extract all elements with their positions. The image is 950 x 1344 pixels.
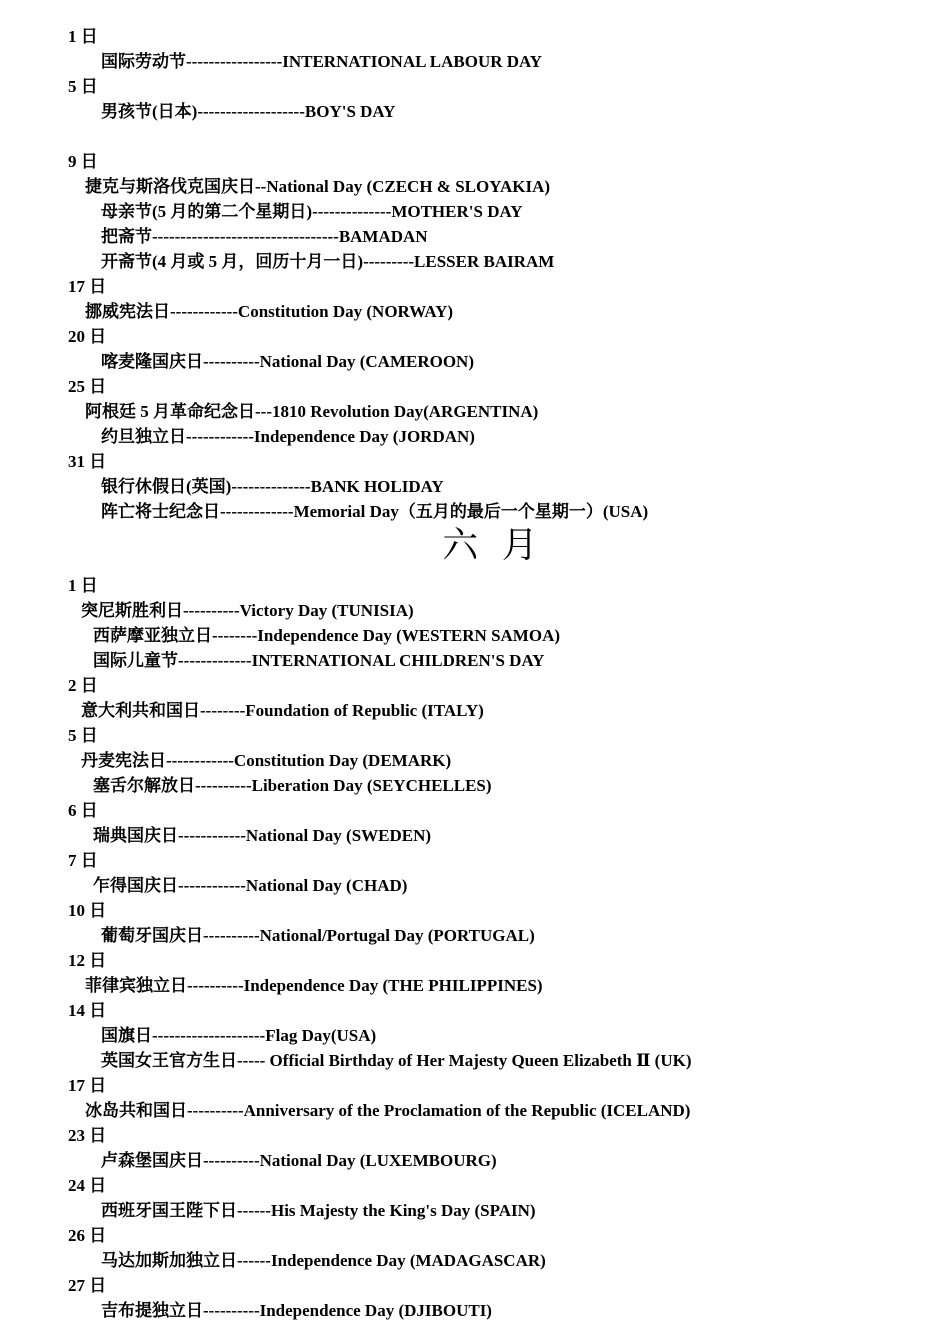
day-label: 1 日: [68, 27, 98, 46]
holiday-entry: 冰岛共和国日----------Anniversary of the Proclamation of the Republic (ICELAND): [85, 1101, 691, 1120]
day-label: 12 日: [68, 951, 107, 970]
holiday-entry: 捷克与斯洛伐克国庆日--National Day (CZECH & SLOYAKIA): [85, 177, 551, 196]
holiday-entry: 母亲节(5 月的第二个星期日)--------------MOTHER'S DAY: [101, 202, 523, 221]
holiday-entry: 国际劳动节-----------------INTERNATIONAL LABOUR DAY: [101, 52, 543, 71]
day-label: 10 日: [68, 901, 107, 920]
holiday-entry: 挪威宪法日------------Constitution Day (NORWAY): [85, 302, 454, 321]
day-label: 2 日: [68, 676, 98, 695]
holiday-entry: 约旦独立日------------Independence Day (JORDAN): [101, 427, 475, 446]
holiday-entry: 英国女王官方生日----- Official Birthday of Her Majesty Queen Elizabeth Ⅱ (UK): [101, 1051, 692, 1070]
day-label: 26 日: [68, 1226, 107, 1245]
holiday-entry: 开斋节(4 月或 5 月，回历十月一日)---------LESSER BAIRAM: [101, 252, 555, 271]
holiday-entry: 丹麦宪法日------------Constitution Day (DEMARK): [81, 751, 452, 770]
day-label: 27 日: [68, 1276, 107, 1295]
holiday-entry: 阵亡将士纪念日-------------Memorial Day（五月的最后一个星期一）(USA): [101, 502, 649, 521]
holiday-entry: 突尼斯胜利日----------Victory Day (TUNISIA): [81, 601, 414, 620]
day-label: 24 日: [68, 1176, 107, 1195]
month-heading: 六 月: [442, 525, 544, 566]
day-label: 5 日: [68, 726, 98, 745]
day-label: 20 日: [68, 327, 107, 346]
holiday-entry: 意大利共和国日--------Foundation of Republic (ITALY): [81, 701, 484, 720]
holiday-entry: 菲律宾独立日----------Independence Day (THE PHILIPPINES): [85, 976, 543, 995]
day-label: 1 日: [68, 576, 98, 595]
day-label: 25 日: [68, 377, 107, 396]
day-label: 17 日: [68, 1076, 107, 1095]
holiday-entry: 乍得国庆日------------National Day (CHAD): [93, 876, 408, 895]
day-label: 23 日: [68, 1126, 107, 1145]
holiday-entry: 喀麦隆国庆日----------National Day (CAMEROON): [101, 352, 474, 371]
holiday-entry: 卢森堡国庆日----------National Day (LUXEMBOURG): [101, 1151, 497, 1170]
holiday-entry: 葡萄牙国庆日----------National/Portugal Day (PORTUGAL): [101, 926, 535, 945]
day-label: 17 日: [68, 277, 107, 296]
day-label: 31 日: [68, 452, 107, 471]
holiday-entry: 阿根廷 5 月革命纪念日---1810 Revolution Day(ARGENTINA): [85, 402, 539, 421]
holiday-entry: 西班牙国王陛下日------His Majesty the King's Day (SPAIN): [101, 1201, 536, 1220]
day-label: 6 日: [68, 801, 98, 820]
day-label: 5 日: [68, 77, 98, 96]
holiday-entry: 吉布提独立日----------Independence Day (DJIBOUTI): [101, 1301, 492, 1320]
holiday-entry: 西萨摩亚独立日--------Independence Day (WESTERN SAMOA): [93, 626, 561, 645]
holiday-entry: 男孩节(日本)-------------------BOY'S DAY: [101, 102, 396, 121]
day-label: 9 日: [68, 152, 98, 171]
holiday-entry: 国际儿童节-------------INTERNATIONAL CHILDREN'S DAY: [93, 651, 545, 670]
holiday-entry: 把斋节---------------------------------BAMADAN: [101, 227, 428, 246]
holiday-entry: 瑞典国庆日------------National Day (SWEDEN): [93, 826, 432, 845]
day-label: 14 日: [68, 1001, 107, 1020]
holiday-entry: 银行休假日(英国)--------------BANK HOLIDAY: [101, 477, 444, 496]
holiday-entry: 塞舌尔解放日----------Liberation Day (SEYCHELLES): [93, 776, 492, 795]
day-label: 7 日: [68, 851, 98, 870]
holiday-entry: 国旗日--------------------Flag Day(USA): [101, 1026, 377, 1045]
holiday-entry: 马达加斯加独立日------Independence Day (MADAGASCAR): [101, 1251, 546, 1270]
